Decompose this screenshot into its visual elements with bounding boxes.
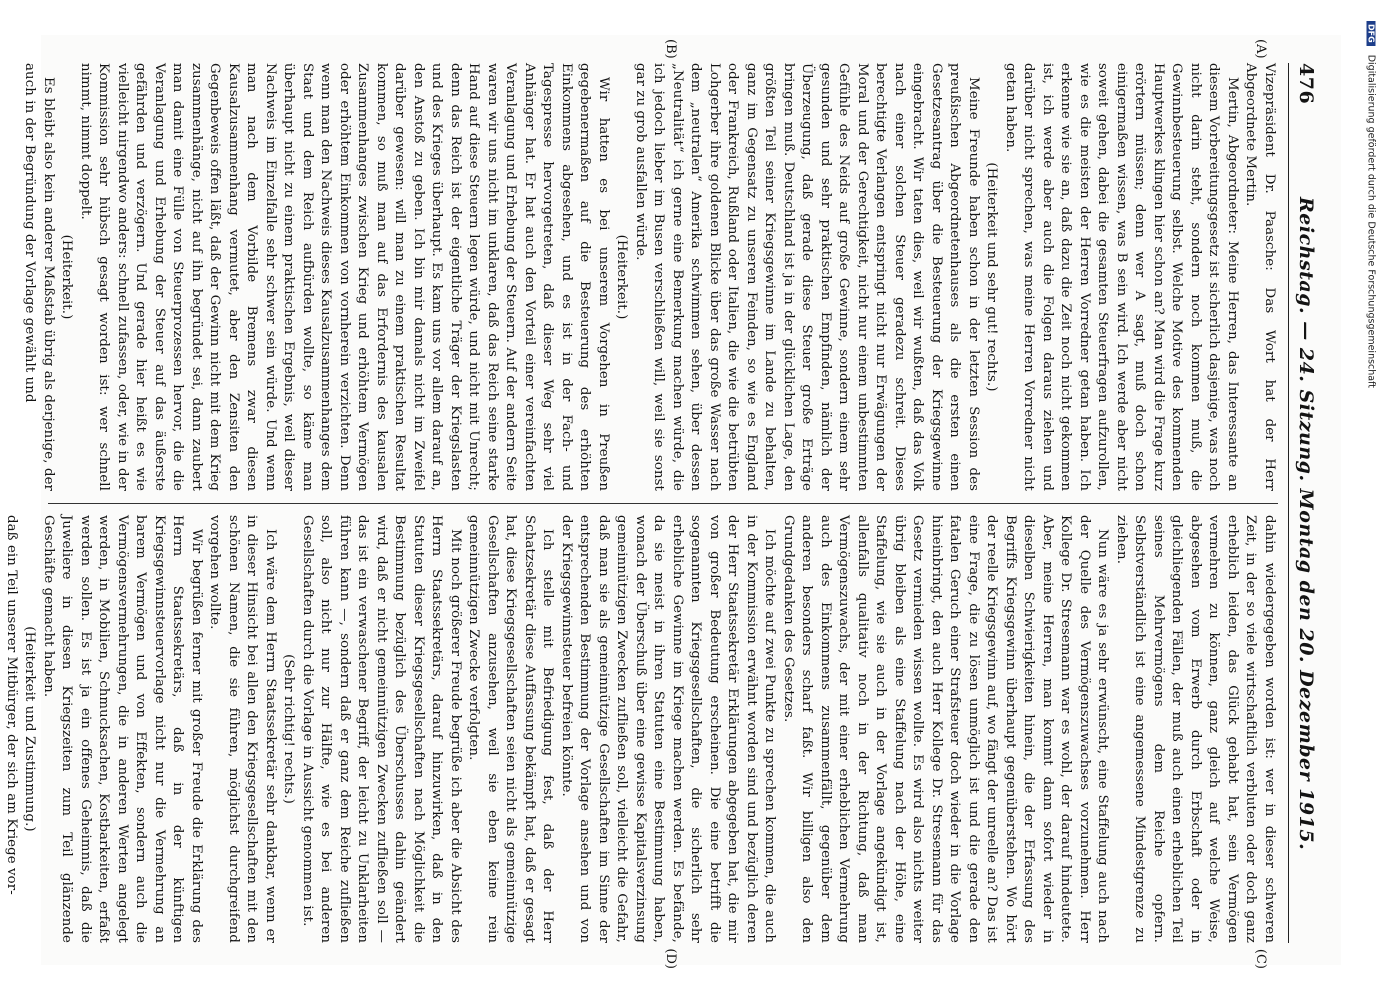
left-column xyxy=(22,63,1278,491)
paragraph: Vizepräsident Dr. Paasche: Das Wort hat der Herr Abgeordnete Mertin. xyxy=(1243,63,1277,491)
paragraph: Wir hatten es bei unserem Vorgehen in Preußen gegebenermaßen auf die Besteuerung des erhöhten Einkommens abgesehen, und es ist in der Fach- und Tagespresse hervorgetreten, daß dieser Weg sehr viel Anhänger hat. Er hat auch den Vorteil einer vereinfachten Veranlagung und Erhebung der Steuern. Auf der andern Seite waren wir uns nicht im unklaren, daß das Reich seine starke Hand auf diese Steuern legen würde, und nicht mit Unrecht; denn das Reich ist der eigentliche Träger der Kriegslasten und des Krieges überhaupt. Es kam uns vor allem darauf an, den Anstoß zu geben. Ich bin mir damals nicht im Zweifel darüber gewesen: will man zu einem praktischen Resultat kommen, so muß man auf das Erfordernis des kausalen Zusammenhanges zwischen Krieg und erhöhtem Vermögen oder erhöhtem Einkommen von vornherein verzichten. Denn wenn man den Nachweis dieses Kausalzusammenhanges dem Staat und dem Reich aufbürden wollte, so käme man überhaupt nicht zu einem praktischen Ergebnis, weil dieser Nachweis im Einzelfalle sehr schwer sein würde. Und wenn man nach dem Vorbilde Bremens zwar diesen Kausalzusammenhang vermutet, aber den Zensiten den Gegenbeweis offen läßt, daß der Gewinn nicht mit dem Krieg zusammenhänge, nicht auf ihn begründet sei, dann zaubert man damit eine Fülle von Steuerprozessen hervor, die die Veranlagung und Erhebung der Steuer auf das äußerste gefährden und verzögern. Und gerade hier heißt es wie vielleicht nirgendwo anders: schnell zufassen, oder, wie in der Kommission sehr hübsch gesagt worden ist: wer schnell nimmt, nimmt doppelt. xyxy=(78,63,611,491)
paragraph: Mit noch größerer Freude begrüße ich aber die Absicht des Herrn Staatssekretärs, darauf hinzuwirken, daß in den Statuten dieser Kriegsgesellschaften nach Möglichkeit die Bestimmung bezüglich des Überschusses dahin geändert wird, daß er nicht gemeinnützigen Zwecken zufließen soll — das ist ein verwaschener Begriff, der leicht zu Unklarheiten führen kann —, sondern daß er ganz dem Reiche zufließen soll, also nicht nur zur Hälfte, wie es bei anderen Gesellschaften durch die Vorlage in Aussicht genommen ist. xyxy=(300,515,463,943)
margin-marker-d: (D) xyxy=(663,948,678,969)
paragraph: Meine Freunde haben schon in der letzten Session des preußischen Abgeordnetenhauses als die ersten einen Gesetzesantrag über die Besteuerung der Kriegsgewinne eingebracht. Wir taten dies, weil wir wußten, daß das Volk nach einer solchen Steuer geradezu schreit. Dieses berechtigte Verlangen entspringt nicht nur Erwägungen der Moral und der Gerechtigkeit, nicht nur einem unbestimmten Gefühle des Neids auf große Gewinne, sondern einem sehr gesunden und sehr praktischen Empfinden, nämlich der Überzeugung, daß gerade diese Steuer große Erträge bringen muß. Deutschland ist ja in der glücklichen Lage, den größten Teil seiner Kriegsgewinne im Lande zu behalten, ganz im Gegensatz zu unseren Feinden, so wie es England oder Frankreich, Rußland oder Italien, die wie die betrübten Lohgerber ihre goldenen Blicke über das große Wasser nach dem „neutralen“ Amerika schwimmen sehen, über dessen „Neutralität“ ich gerne eine Bemerkung machen würde, die ich jedoch lieber im Busen verschließen will, weil sie sonst gar zu grob ausfallen würde. xyxy=(633,63,981,491)
scanned-page xyxy=(4,35,1341,969)
dfg-logo: DFG xyxy=(1367,21,1376,46)
paragraph: Nun wäre es ja sehr erwünscht, eine Staffelung auch nach der Quelle des Vermögenszuwachses vorzunehmen. Herr Kollege Dr. Stresemann war es wohl, der darauf hindeutete. Aber, meine Herren, man kommt dann sofort wieder in dieselben Schwierigkeiten hinein, die der Erfassung des Begriffs Kriegsgewinn überhaupt gegenüberstehen. Wo hört der reelle Kriegsgewinn auf, wo fängt der unreelle an? Das ist eine Frage, die zu lösen unmöglich ist und die gerade den fatalen Geruch einer Strafsteuer doch wieder in die Vorlage hineinbringt, den auch Herr Kollege Dr. Stresemann für das Gesetz vermieden wissen wollte. Es wird also nichts weiter übrig bleiben als eine Staffelung nach der Höhe, eine Staffelung, wie sie auch in der Vorlage angekündigt ist, allenfalls qualitativ noch in der Richtung, daß man Vermögenszuwachs, der mit einer erheblichen Vermehrung auch des Einkommens zusammenfällt, gegenüber dem anderen besonders scharf faßt. Wir billigen also den Grundgedanken des Gesetzes. xyxy=(781,515,1111,943)
interjection: (Sehr richtig! rechts.) xyxy=(281,654,297,804)
paragraph: Ich wäre dem Herrn Staatssekretär sehr dankbar, wenn er in dieser Hinsicht bei allen den Kriegsgesellschaften mit den schönen Namen, die sie führen, möglichst durchgreifend vorgehen wollte. xyxy=(207,515,278,943)
page-header xyxy=(1288,63,1323,943)
margin-marker-b: (B) xyxy=(663,39,678,59)
digitization-credit xyxy=(1363,6,1379,966)
right-column xyxy=(4,515,1278,943)
paragraph: Mertin, Abgeordneter: Meine Herren, das Interessante an diesem Vorbereitungsgesetz ist sicherlich dasjenige, was noch nicht darin steht, sondern noch kommen muß, die Gewinnbesteuerung selbst. Welche Motive des kommenden Hauptwerkes klingen hier schon an? Man wird die Frage kurz erörtern müssen; denn wer A sagt, muß doch schon einigermaßen wissen, was B sein wird. Ich werde aber nicht soweit gehen, dabei die gesamten Steuerfragen aufzurollen, wie es die meisten der Herren Vorredner getan haben. Ich erkenne wie sie an, daß dazu die Zeit noch nicht gekommen ist, ich werde aber auch die Folgen daraus ziehen und darüber nicht sprechen, was meine Herren Vorredner nicht getan haben. xyxy=(1003,63,1240,491)
interjection: (Heiterkeit und Zustimmung.) xyxy=(22,626,38,832)
paragraph: dahin wiedergegeben worden ist: wer in dieser schweren Zeit, in der so viele wirtschaftlich verbluten oder doch ganz erheblich leiden, das Glück gehabt hat, sein Vermögen vermehren zu können, ganz gleich auf welche Weise, abgesehen vom Erwerb durch Erbschaft oder in gleichliegenden Fällen, der muß auch einen erheblichen Teil seines Mehrvermögens dem Reiche opfern. Selbstverständlich ist eine angemessene Mindestgrenze zu ziehen. xyxy=(1114,515,1277,943)
paragraph: Wir begrüßen ferner mit großer Freude die Erklärung des Herrn Staatssekretärs, daß in der künftigen Kriegsgewinnsteuervorlage nicht nur die Vermehrung an barem Vermögen und von Effekten, sondern auch die Vermögensvermehrungen, die in anderen Werten angelegt werden, in Mobilien, Schmucksachen, Kostbarkeiten, erfaßt werden sollen. Es ist ja ein offenes Geheimnis, daß die Juweliere in diesen Kriegszeiten zum Teil glänzende Geschäfte gemacht haben. xyxy=(41,515,204,943)
interjection: (Heiterkeit.) xyxy=(614,234,630,320)
margin-marker-c: (C) xyxy=(1253,948,1268,969)
page-number: 476 xyxy=(1295,63,1317,105)
text-columns xyxy=(4,39,1278,969)
margin-marker-a: (A) xyxy=(1253,39,1268,59)
page-title: Reichstag. — 24. Sitzung. Montag den 20. Dezember 1915. xyxy=(1295,196,1317,851)
paragraph: Ich stelle mit Befriedigung fest, daß der Herr Schatzsekretär diese Auffassung bekämpft hat, daß er gesagt hat, diese Kriegsgesellschaften seien nicht als gemeinnützige Gesellschaften anzusehen, weil sie eben keine rein gemeinnützigen Zwecke verfolgten. xyxy=(466,515,556,943)
paragraph: Es bleibt also kein anderer Maßstab übrig als derjenige, der auch in der Begründung der Vorlage gewählt und xyxy=(22,63,56,491)
column-divider xyxy=(48,503,1278,504)
interjection: (Heiterkeit.) xyxy=(59,234,75,320)
paragraph: Ich möchte auf zwei Punkte zu sprechen kommen, die auch in der Kommission erwähnt worden sind und bezüglich deren der Herr Staatssekretär Erklärungen abgegeben hat, die mir von großer Bedeutung erscheinen. Die eine betrifft die sogenannten Kriegsgesellschaften, die sicherlich sehr erhebliche Gewinne im Kriege machen werden. Es befände, da sie meist in ihren Statuten eine Bestimmung haben, wonach der Überschuß über eine gewisse Kapitalsverzinsung gemeinnützigen Zwecken zufließen soll, vielleicht die Gefahr, daß man sie als gemeinnützige Gesellschaften im Sinne der entsprechenden Bestimmung der Vorlage ansehen und von der Kriegsgewinnsteuer befreien könnte. xyxy=(559,515,778,943)
paragraph: daß ein Teil unserer Mitbürger, der sich am Kriege vor- xyxy=(4,515,19,895)
interjection: (Heiterkeit und sehr gut! rechts.) xyxy=(984,162,1000,392)
credit-text: Digitalisierung gefördert durch die Deutsche Forschungsgemeinschaft xyxy=(1365,54,1377,389)
